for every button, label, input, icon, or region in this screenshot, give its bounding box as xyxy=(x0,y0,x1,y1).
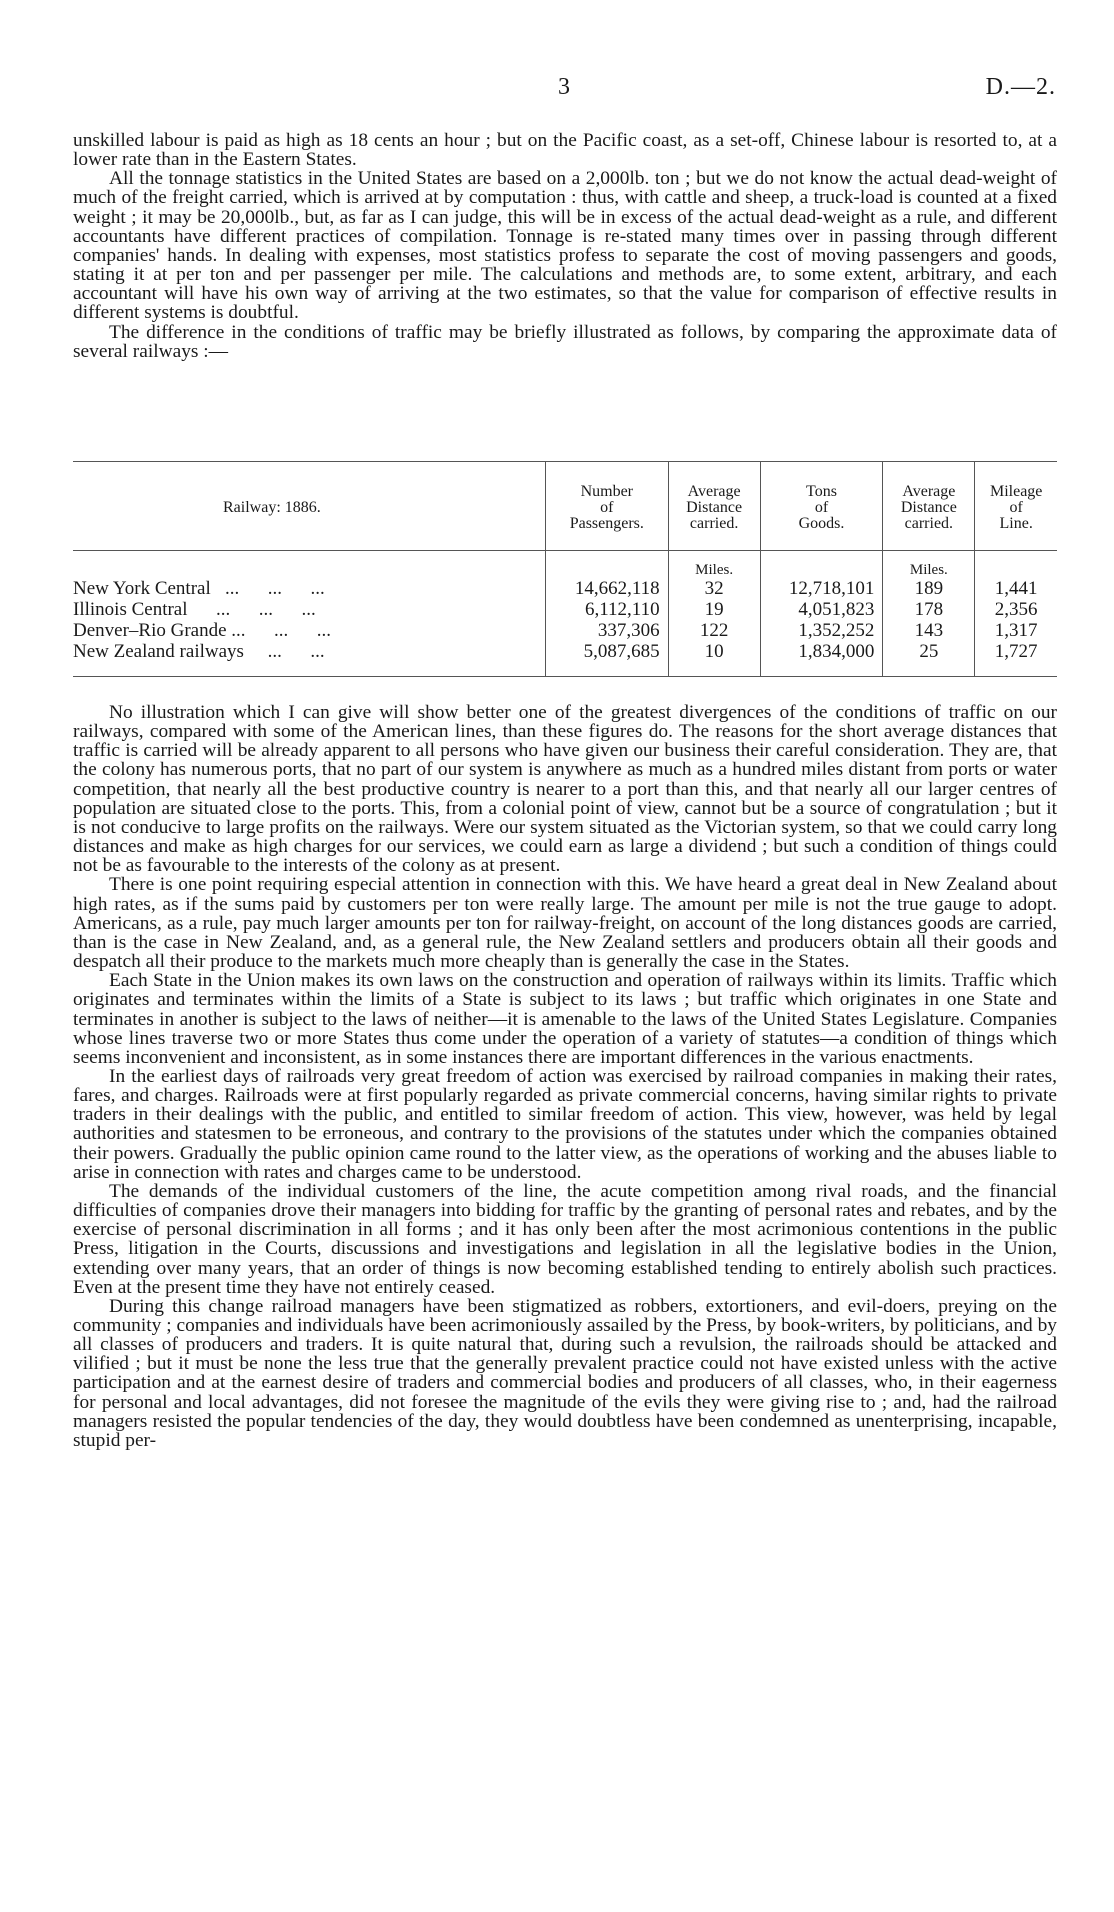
table-row xyxy=(73,599,1057,620)
avg-distance-goods-cell: 189 xyxy=(883,578,975,599)
railway-name: Illinois Central ... ... ... xyxy=(73,599,316,620)
tons-cell: 12,718,101 xyxy=(760,578,883,599)
paragraph: During this change railroad managers have been stigmatized as robbers, extortioners, and evil-doers, preying on the community ; companies and individuals have been acrimoniously assailed by the Press, by book-writers, by politicians, and by all classes of producers and traders. It is quite natural that, during such a revulsion, the railroads should be attacked and vilified ; but it must be none the less true that the generally prevalent practice could not have existed unless with the active participation and at the earnest desire of traders and commercial bodies and producers of all classes, who, in their eagerness for personal and local advantages, did not foresee the magnitude of the evils they were giving rise to ; and, had the railroad managers resisted the popular tendencies of the day, they would doubtless have been condemned as unenterprising, incapable, stupid per- xyxy=(73,1295,1057,1451)
table-row xyxy=(73,578,1057,599)
document-reference: D.—2. xyxy=(985,74,1056,100)
tons-cell: 1,352,252 xyxy=(760,620,883,641)
mileage-cell: 2,356 xyxy=(975,599,1057,620)
mileage-cell: 1,317 xyxy=(975,620,1057,641)
paragraph: Each State in the Union makes its own laws on the construction and operation of railways within its limits. Traffic which originates and terminates within the limits of a State is subject to its laws ; but traffic which originates in one State and terminates in another is subject to the laws of neither—it is amenable to the laws of the United States Legislature. Companies whose lines traverse two or more States thus come under the operation of a variety of statutes—a condition of things which seems inconvenient and inconsistent, as in some instances there are important differences in the various enactments. xyxy=(73,970,1057,1068)
col-header-railway: Railway: 1886. xyxy=(73,462,545,551)
passengers-cell: 6,112,110 xyxy=(545,599,668,620)
body-text xyxy=(73,703,1057,1450)
paragraph: All the tonnage statistics in the United States are based on a 2,000lb. ton ; but we do not know the actual dead-weight of much of the freight carried, which is arrived at by computation : thus, with cattle and sheep, a truck-load is counted at a fixed weight ; it may be 20,000lb., but, as far as I can judge, this will be in excess of the actual dead-weight as a rule, and different accountants have different practices of compilation. Tonnage is re-stated many times over in passing through different companies' hands. In dealing with expenses, most statistics profess to separate the cost of moving passengers and goods, stating it at per ton and per passenger per mile. The calculations and methods are, to some extent, arbitrary, and each accountant will have his own way of arriving at the two estimates, so that the value for comparison of effective results in different systems is doubtful. xyxy=(73,168,1057,324)
railway-name: Denver–Rio Grande ... ... ... xyxy=(73,620,332,641)
avg-distance-passengers-cell: 32 xyxy=(668,578,760,599)
table-row xyxy=(73,641,1057,662)
passengers-cell: 337,306 xyxy=(545,620,668,641)
railway-name: New Zealand railways ... ... xyxy=(73,641,325,662)
avg-distance-passengers-cell: 10 xyxy=(668,641,760,662)
paragraph: The demands of the individual customers of the line, the acute competition among rival roads, and the financial difficulties of companies drove their managers into bidding for traffic by the granting of personal rates and rebates, and by the exercise of personal discrimination in all forms ; and it has only been after the most acrimonious contentions in the public Press, litigation in the Courts, discussions and investigations and legislation in all the legislative bodies in the Union, extending over many years, that an order of things is now becoming established tending to entirely abolish such practices. Even at the present time they have not entirely ceased. xyxy=(73,1180,1057,1298)
avg-distance-goods-cell: 178 xyxy=(883,599,975,620)
avg-distance-goods-cell: 25 xyxy=(883,641,975,662)
mileage-cell: 1,727 xyxy=(975,641,1057,662)
table-header-row xyxy=(73,462,1057,551)
mileage-cell: 1,441 xyxy=(975,578,1057,599)
avg-distance-passengers-cell: 19 xyxy=(668,599,760,620)
avg-distance-goods-cell: 143 xyxy=(883,620,975,641)
paragraph: The difference in the conditions of traffic may be briefly illustrated as follows, by comparing the approximate data of several railways :— xyxy=(73,321,1057,362)
tons-cell: 4,051,823 xyxy=(760,599,883,620)
col-header-passengers: Number of Passengers. xyxy=(545,462,668,551)
table-spacer xyxy=(73,662,1057,677)
railway-comparison-table xyxy=(73,461,1057,687)
page-header xyxy=(0,74,1114,104)
paragraph: No illustration which I can give will show better one of the greatest divergences of the conditions of traffic on our railways, compared with some of the American lines, than these figures do. The reasons for the short average distances that traffic is carried will be already apparent to all persons who have given our business their careful consideration. They are, that the colony has numerous ports, that no part of our system is anywhere as much as a hundred miles distant from ports or water competition, that nearly all the best productive country is nearer to a port than this, and that nearly all our larger centres of population are situated close to the ports. This, from a colonial point of view, cannot but be a source of congratulation ; but it is not conducive to large profits on the railways. Were our system situated as the Victorian system, so that we could carry long distances and make as high charges for our services, we could earn as large a dividend ; but such a condition of things could not be as favourable to the interests of the colony as at present. xyxy=(73,702,1057,877)
unit-label: Miles. xyxy=(883,551,975,579)
intro-text xyxy=(73,131,1057,361)
col-header-tons: Tons of Goods. xyxy=(760,462,883,551)
passengers-cell: 5,087,685 xyxy=(545,641,668,662)
avg-distance-passengers-cell: 122 xyxy=(668,620,760,641)
passengers-cell: 14,662,118 xyxy=(545,578,668,599)
units-row xyxy=(73,551,1057,579)
page-number: 3 xyxy=(558,74,570,100)
unit-label: Miles. xyxy=(668,551,760,579)
col-header-mileage: Mileage of Line. xyxy=(975,462,1057,551)
tons-cell: 1,834,000 xyxy=(760,641,883,662)
paragraph: unskilled labour is paid as high as 18 cents an hour ; but on the Pacific coast, as a set-off, Chinese labour is resorted to, at a lower rate than in the Eastern States. xyxy=(73,130,1057,171)
col-header-avg-distance-goods: Average Distance carried. xyxy=(883,462,975,551)
table-row xyxy=(73,620,1057,641)
railway-name: New York Central ... ... ... xyxy=(73,578,325,599)
col-header-avg-distance-passengers: Average Distance carried. xyxy=(668,462,760,551)
paragraph: There is one point requiring especial attention in connection with this. We have heard a great deal in New Zealand about high rates, as if the sums paid by customers per ton were really large. The amount per mile is not the true gauge to adopt. Americans, as a rule, pay much larger amounts per ton for railway-freight, on account of the long distances goods are carried, than is the case in New Zealand, and, as a general rule, the New Zealand settlers and producers obtain all their goods and despatch all their produce to the markets much more cheaply than is generally the case in the States. xyxy=(73,874,1057,973)
paragraph: In the earliest days of railroads very great freedom of action was exercised by railroad companies in making their rates, fares, and charges. Railroads were at first popularly regarded as private commercial concerns, having similar rights to private traders in their dealings with the public, and entitled to similar freedom of action. This view, however, was held by legal authorities and statesmen to be erroneous, and contrary to the provisions of the statutes under which the companies obtained their powers. Gradually the public opinion came round to the latter view, as the operations of working and the abuses liable to arise in connection with rates and charges came to be understood. xyxy=(73,1065,1057,1183)
